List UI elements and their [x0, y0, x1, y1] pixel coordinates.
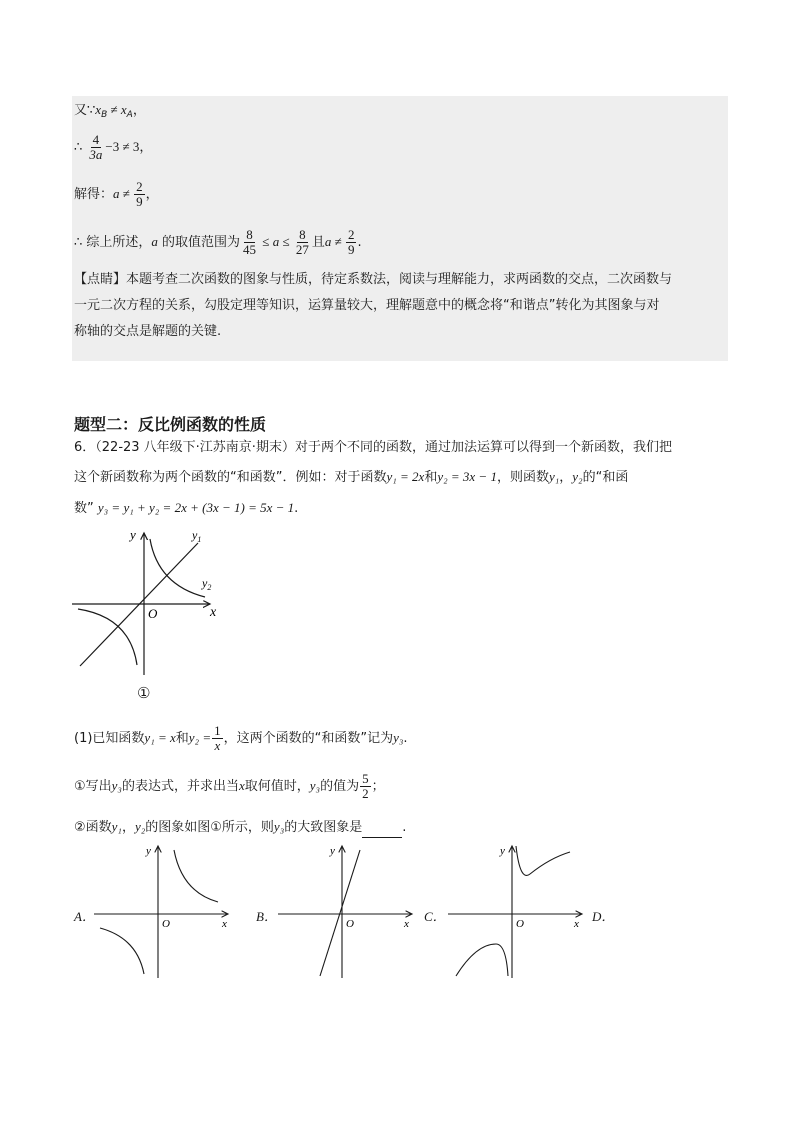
math-var: x	[95, 102, 102, 117]
line-graph	[320, 850, 360, 976]
comment-line-1: 【点睛】本题考查二次函数的图象与性质，待定系数法，阅读与理解能力，求两函数的交点，二次函数与	[74, 272, 673, 287]
text: .	[403, 731, 408, 746]
math-expr: y₃	[273, 819, 285, 834]
math-expr: y₂	[572, 469, 583, 484]
problem-line-2	[74, 467, 628, 488]
math-expr: y₂ =	[188, 730, 212, 745]
section-heading: 题型二：反比例函数的性质	[74, 415, 267, 434]
numerator: 8	[246, 227, 253, 242]
option-a-graph[interactable]	[92, 840, 242, 980]
option-a-label[interactable]: A．	[74, 909, 95, 924]
y-axis-label: y	[500, 845, 505, 857]
text: 和	[424, 470, 438, 485]
math-var: x	[120, 102, 127, 117]
text: 取何值时，	[244, 779, 310, 794]
math-expr: y₂	[134, 819, 146, 834]
math-op: ≤	[279, 234, 293, 249]
fraction	[360, 772, 371, 801]
math-expr: y₁ = x	[144, 730, 176, 745]
subscript: B	[101, 110, 108, 120]
denominator: 3a	[89, 147, 103, 162]
math-expr: y₁	[111, 819, 122, 834]
text: 的值为	[320, 779, 360, 794]
text: .	[357, 235, 362, 250]
x-axis-label: x	[210, 605, 217, 620]
denominator: 27	[295, 242, 309, 257]
curve-branch-2	[100, 928, 144, 974]
hyperbola-y2-branch-1	[150, 539, 205, 597]
option-c-graph[interactable]	[446, 840, 596, 980]
option-c-label[interactable]: C．	[424, 909, 446, 924]
text: ②函数	[74, 820, 112, 835]
label-y1-main: y	[192, 528, 198, 542]
part1-line	[74, 724, 408, 753]
text: 解得：	[74, 187, 114, 202]
y-axis-label: y	[130, 527, 136, 542]
math-expr: y₃ = y₁ + y₂ = 2x + (3x − 1) = 5x − 1	[97, 500, 295, 515]
option-d-label[interactable]: D．	[592, 909, 615, 924]
figure-1-label: ①	[137, 684, 151, 702]
numerator: 2	[347, 227, 355, 242]
curve-branch-1	[516, 846, 570, 875]
text: 和	[175, 731, 189, 746]
label-y2	[201, 576, 211, 592]
text: ；	[371, 779, 385, 794]
math-var: a	[113, 186, 120, 201]
fraction	[87, 133, 104, 162]
fraction	[134, 180, 145, 209]
problem-line-3	[74, 498, 298, 519]
label-y2-sub: 2	[207, 583, 212, 592]
text: 的取值范围为	[157, 235, 241, 250]
origin-label: O	[162, 918, 170, 930]
therefore-symbol: ∴	[74, 140, 83, 155]
math-var: a	[324, 234, 332, 249]
math-op: ≤	[259, 234, 273, 249]
numerator: 8	[299, 227, 306, 242]
text: ，	[132, 103, 146, 118]
question-2-line	[74, 817, 406, 838]
fraction	[346, 228, 357, 257]
math-op: ≠	[331, 234, 345, 249]
x-axis-label: x	[222, 918, 227, 930]
text: 数”	[74, 501, 94, 516]
numerator: 1	[214, 723, 221, 738]
text: (1)已知函数	[74, 731, 145, 746]
math-expr: y₂ = 3x − 1	[437, 469, 497, 484]
math-var: x	[238, 778, 245, 793]
origin-label: O	[516, 918, 524, 930]
x-axis-label: x	[574, 918, 579, 930]
denominator: 45	[243, 242, 257, 257]
label-y1-sub: 1	[197, 535, 202, 544]
text: 的图象如图①所示，则	[145, 820, 274, 835]
comment-line-3: 称轴的交点是解题的关键.	[74, 324, 222, 339]
option-b-graph[interactable]	[276, 840, 426, 980]
comment-line-2: 一元二次方程的关系，勾股定理等知识，运算量较大，理解题意中的概念将“和谐点”转化为其图象与对	[74, 298, 660, 313]
curve-branch-1	[174, 850, 218, 902]
math-expr: y₁ = 2x	[386, 469, 425, 484]
problem-line-1: 6．（22-23 八年级下·江苏南京·期末）对于两个不同的函数，通过加法运算可以得到一个新函数，我们把	[74, 440, 672, 455]
text: ，	[121, 820, 135, 835]
math-var: a	[151, 234, 158, 249]
text: 又∵	[74, 103, 96, 118]
answer-blank[interactable]	[362, 825, 402, 838]
option-b-label[interactable]: B．	[256, 909, 277, 924]
solution-line-3	[74, 180, 159, 209]
y-axis-label: y	[330, 845, 335, 857]
text: ，	[559, 470, 573, 485]
text: 且	[311, 235, 325, 250]
fraction	[294, 228, 311, 257]
math-op: ≠	[107, 102, 121, 117]
text: ，这两个函数的“和函数”记为	[223, 731, 394, 746]
denominator: 9	[136, 194, 143, 209]
subscript: A	[126, 110, 133, 120]
solution-line-1	[74, 100, 146, 125]
figure-1	[70, 525, 230, 685]
label-y1	[191, 528, 201, 544]
fraction	[212, 724, 223, 753]
math-op: ≠	[119, 186, 134, 201]
denominator: x	[214, 738, 221, 753]
numerator: 4	[92, 132, 100, 147]
denominator: 2	[362, 786, 369, 801]
x-axis-label: x	[404, 918, 409, 930]
text: 的大致图象是	[284, 820, 363, 835]
numerator: 5	[362, 771, 369, 786]
math-expr: y₁	[548, 469, 560, 484]
text: 的表达式，并求出当	[121, 779, 239, 794]
numerator: 2	[136, 179, 143, 194]
question-1-line	[74, 772, 385, 801]
denominator: 9	[347, 242, 355, 257]
text: .	[294, 501, 299, 516]
text: ，则函数	[496, 470, 549, 485]
curve-branch-2	[456, 944, 508, 976]
solution-line-2	[74, 133, 152, 162]
text: .	[402, 820, 407, 835]
text: ，	[145, 187, 159, 202]
text: ①写出	[74, 779, 112, 794]
fraction	[241, 228, 258, 257]
math-var: a	[272, 234, 280, 249]
math-expr: −3 ≠ 3，	[105, 139, 153, 154]
text: ∴ 综上所述，	[74, 235, 152, 250]
math-expr: y₃	[111, 778, 122, 793]
text: 的“和函	[582, 470, 629, 485]
text: 这个新函数称为两个函数的“和函数”．例如：对于函数	[74, 470, 387, 485]
origin-label: O	[346, 918, 354, 930]
label-y2-main: y	[202, 576, 208, 590]
y-axis-label: y	[146, 845, 151, 857]
math-expr: y₃	[309, 778, 321, 793]
solution-line-4	[74, 228, 362, 257]
math-expr: y₃	[393, 730, 404, 745]
origin-label: O	[148, 606, 158, 621]
